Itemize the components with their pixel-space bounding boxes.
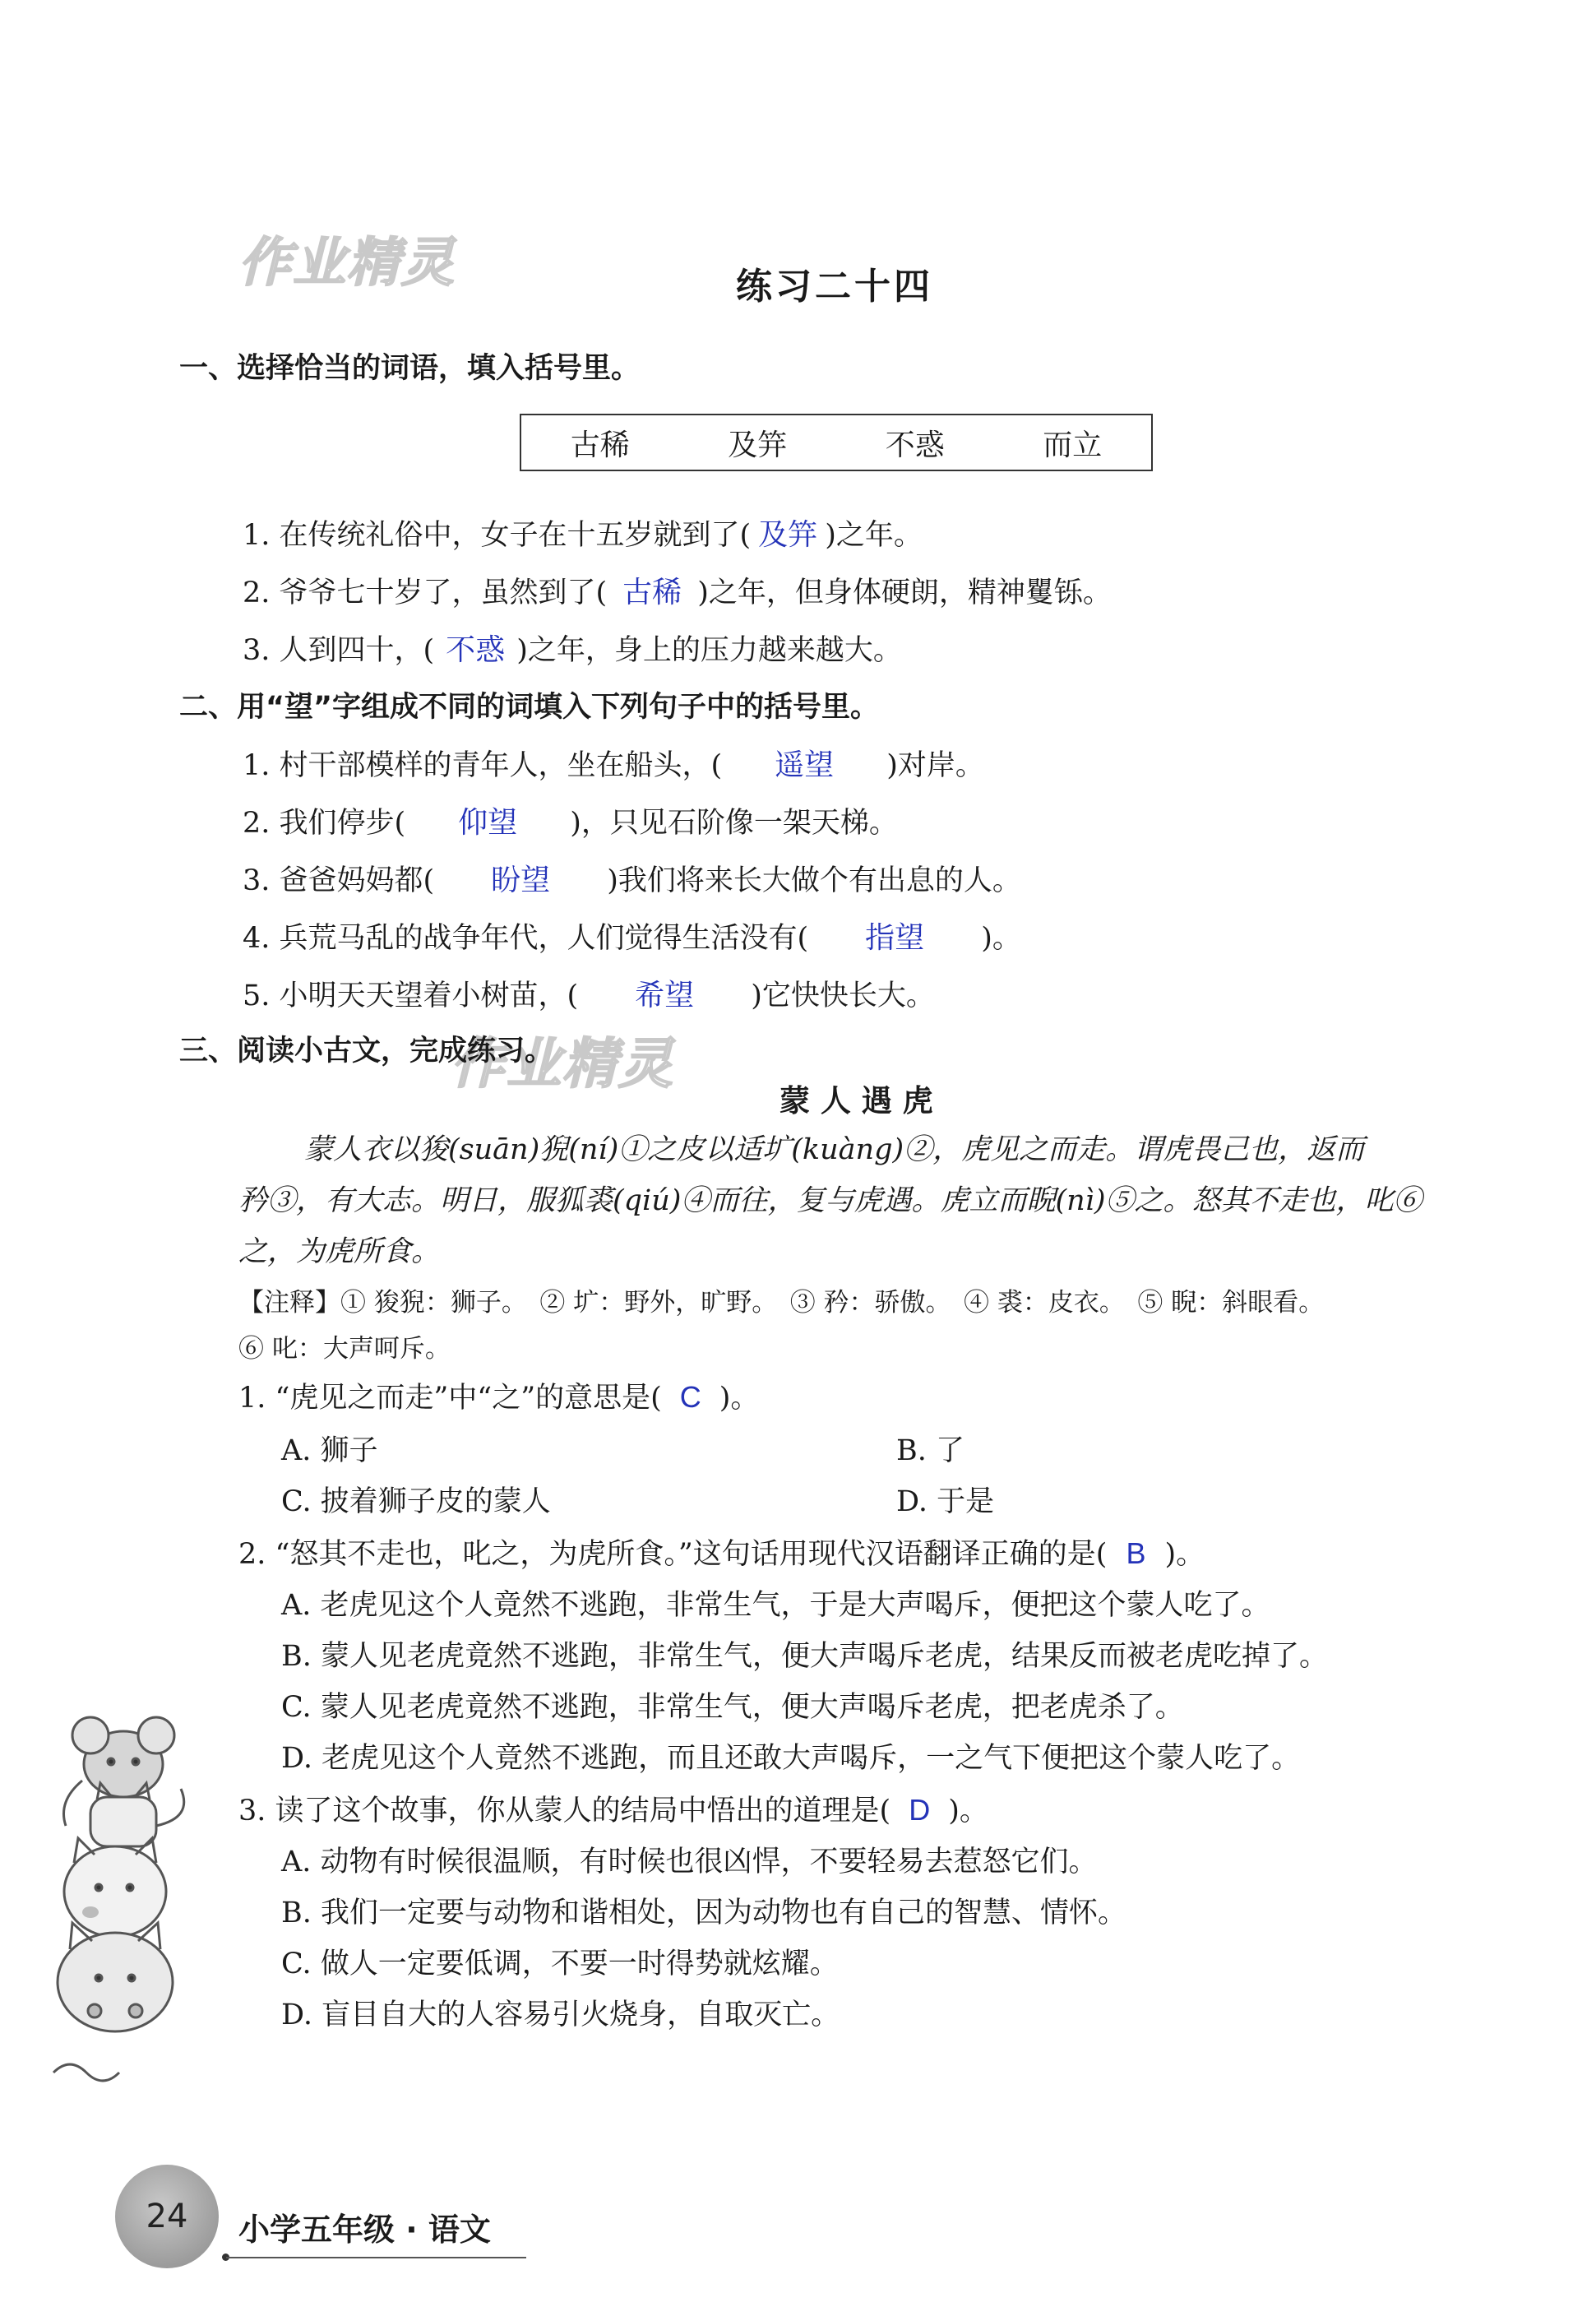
story-title: 蒙 人 遇 虎 xyxy=(779,1083,933,1119)
answer: 不惑 xyxy=(446,632,506,666)
section-heading-2: 二、用“望”字组成不同的词填入下列句子中的括号里。 xyxy=(179,691,880,724)
section-heading-1: 一、选择恰当的词语，填入括号里。 xyxy=(179,352,641,385)
passage-line: 矜③，有大志。明日，服狐裘(qiú)④而往，复与虎遇。虎立而睨(nì)⑤之。怒其不走也，叱⑥ xyxy=(238,1184,1423,1217)
word-bank-item: 而立 xyxy=(1043,428,1103,462)
question-item xyxy=(243,627,902,669)
question-item xyxy=(243,915,1021,957)
question-text: 4. 兵荒马乱的战争年代，人们觉得生活没有( xyxy=(243,922,809,955)
question-text: 1. “虎见之而走”中“之”的意思是( xyxy=(238,1382,662,1415)
question-item xyxy=(243,799,898,841)
question-item xyxy=(238,1788,988,1829)
question-item xyxy=(238,1375,759,1416)
option: B. 蒙人见老虎竟然不逃跑，非常生气，便大声喝斥老虎，结果反而被老虎吃掉了。 xyxy=(281,1640,1328,1673)
option: D. 于是 xyxy=(896,1485,995,1518)
answer: B xyxy=(1126,1536,1146,1570)
question-text: 3. 爸爸妈妈都( xyxy=(243,864,435,897)
question-text: )之年。 xyxy=(825,519,923,552)
answer: 仰望 xyxy=(458,805,518,839)
option: A. 狮子 xyxy=(281,1434,378,1467)
option: A. 动物有时候很温顺，有时候也很凶悍，不要轻易去惹怒它们。 xyxy=(281,1846,1098,1878)
answer: D xyxy=(909,1793,931,1827)
question-item xyxy=(243,857,1021,899)
word-bank-item: 及笄 xyxy=(728,428,788,462)
word-bank-item: 不惑 xyxy=(885,428,945,462)
question-text: 1. 在传统礼俗中，女子在十五岁就到了( xyxy=(243,519,752,552)
question-text: 1. 村干部模样的青年人，坐在船头，( xyxy=(243,749,723,782)
question-text: )对岸。 xyxy=(886,749,984,782)
answer: 遥望 xyxy=(775,748,835,781)
question-text: 2. 爷爷七十岁了，虽然到了( xyxy=(243,577,608,609)
question-text: 2. “怒其不走也，叱之，为虎所食。”这句话用现代汉语翻译正确的是( xyxy=(238,1538,1108,1571)
option: D. 老虎见这个人竟然不逃跑，而且还敢大声喝斥，一之气下便把这个蒙人吃了。 xyxy=(281,1742,1301,1775)
option: C. 蒙人见老虎竟然不逃跑，非常生气，便大声喝斥老虎，把老虎杀了。 xyxy=(281,1691,1184,1724)
question-text: )我们将来长大做个有出息的人。 xyxy=(607,864,1021,897)
passage-line: 之，为虎所食。 xyxy=(238,1235,441,1268)
question-text: )之年，但身体硬朗，精神矍铄。 xyxy=(697,577,1112,609)
option: D. 盲目自大的人容易引火烧身，自取灭亡。 xyxy=(281,1999,840,2031)
option: A. 老虎见这个人竟然不逃跑，非常生气，于是大声喝斥，便把这个蒙人吃了。 xyxy=(281,1589,1270,1622)
answer: 古稀 xyxy=(622,575,682,609)
question-item xyxy=(243,972,935,1014)
answer: 及笄 xyxy=(758,517,818,551)
footer-divider xyxy=(226,2257,526,2258)
passage-line: 蒙人衣以狻(suān)猊(ní)①之皮以适圹(kuàng)②，虎见之而走。谓虎畏己也，返而 xyxy=(304,1133,1365,1166)
annotation-note: 【注释】① 狻猊：狮子。 ② 圹：野外，旷野。 ③ 矜：骄傲。 ④ 裘：皮衣。 ⑤ 睨：斜眼看。 xyxy=(238,1288,1325,1318)
question-text: )它快快长大。 xyxy=(751,980,935,1012)
question-text: 3. 读了这个故事，你从蒙人的结局中悟出的道理是( xyxy=(238,1795,891,1827)
watermark: 作业精灵 xyxy=(451,1032,674,1095)
answer: 指望 xyxy=(865,920,925,954)
section-heading-3: 三、阅读小古文，完成练习。 xyxy=(179,1035,554,1068)
annotation-note: ⑥ 叱：大声呵斥。 xyxy=(238,1334,451,1364)
option: C. 披着狮子皮的蒙人 xyxy=(281,1485,551,1518)
cartoon-animals-illustration xyxy=(33,1702,214,2097)
question-text: )。 xyxy=(948,1795,988,1827)
question-text: )之年，身上的压力越来越大。 xyxy=(516,634,902,667)
question-text: 3. 人到四十，( xyxy=(243,634,435,667)
question-text: )，只见石阶像一架天梯。 xyxy=(570,807,898,840)
question-text: )。 xyxy=(719,1382,760,1415)
option: C. 做人一定要低调，不要一时得势就炫耀。 xyxy=(281,1948,839,1980)
book-label: 小学五年级 · 语文 xyxy=(238,2212,491,2248)
answer: 盼望 xyxy=(491,863,551,896)
question-text: )。 xyxy=(1164,1538,1205,1571)
question-item xyxy=(243,512,923,554)
question-item xyxy=(243,742,984,784)
word-bank xyxy=(520,414,1153,471)
answer: 希望 xyxy=(635,978,695,1012)
question-text: 5. 小明天天望着小树苗，( xyxy=(243,980,579,1012)
watermark: 作业精灵 xyxy=(238,233,456,294)
page-title: 练习二十四 xyxy=(736,266,933,308)
question-item xyxy=(243,569,1112,611)
word-bank-item: 古稀 xyxy=(570,428,630,462)
option: B. 了 xyxy=(896,1434,965,1467)
question-text: 2. 我们停步( xyxy=(243,807,406,840)
answer: C xyxy=(679,1380,701,1414)
page-number-badge xyxy=(115,2165,219,2268)
page-number: 24 xyxy=(146,2198,188,2235)
question-text: )。 xyxy=(981,922,1021,955)
question-item xyxy=(238,1531,1205,1573)
option: B. 我们一定要与动物和谐相处，因为动物也有自己的智慧、情怀。 xyxy=(281,1897,1126,1929)
